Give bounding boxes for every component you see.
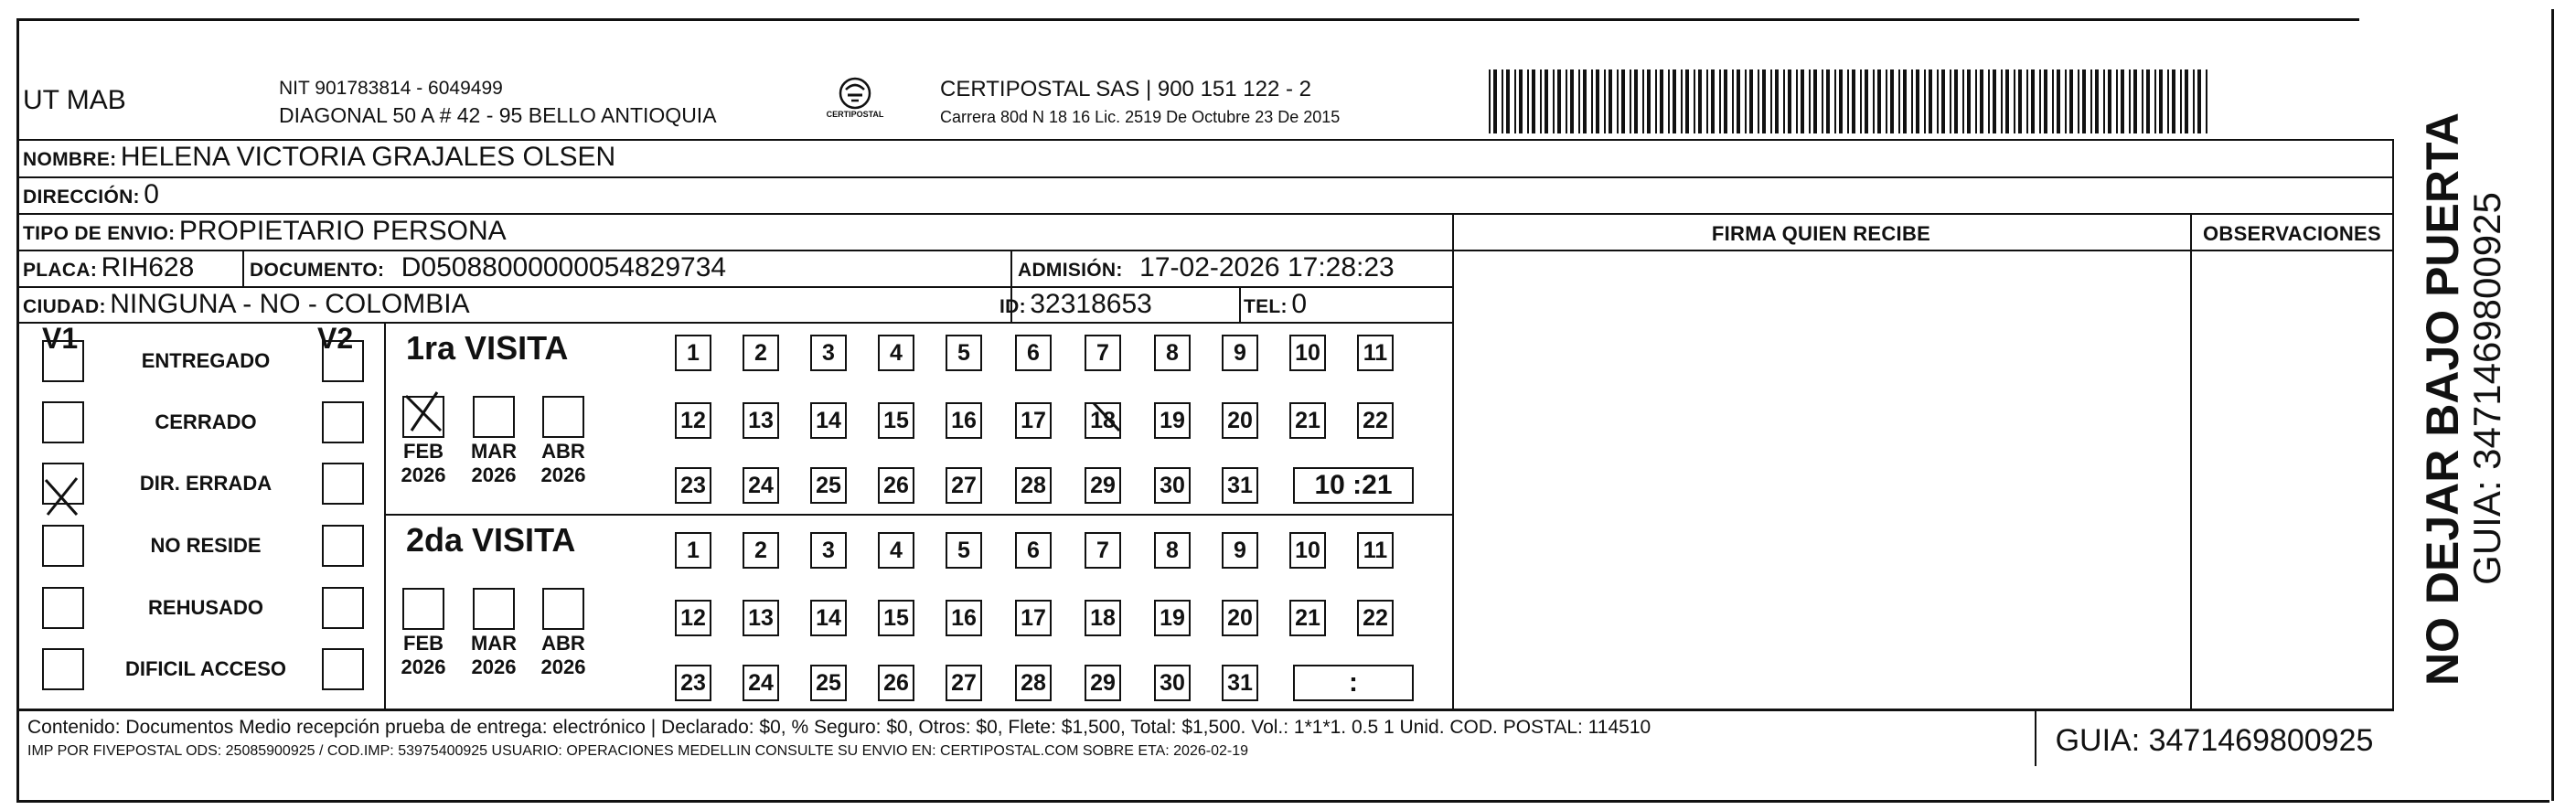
col-line-doc [242, 250, 244, 286]
nombre-value: HELENA VICTORIA GRAJALES OLSEN [120, 142, 616, 172]
ciudad-field [23, 289, 470, 320]
strike-mark-day-18 [1088, 400, 1125, 436]
barcode-bar [2133, 69, 2137, 133]
no-dejar-warning: NO DEJAR BAJO PUERTA [2417, 112, 2468, 686]
month-label: FEB [403, 632, 444, 655]
barcode-bar [1724, 69, 1727, 133]
check-mark-dir-errada [40, 474, 86, 520]
carrier-name: CERTIPOSTAL SAS | 900 151 122 - 2 [940, 77, 1311, 101]
col-line-obs [2190, 213, 2192, 710]
day-22-box[interactable]: 22 [1357, 402, 1394, 439]
day-8-box[interactable]: 8 [1154, 532, 1191, 569]
barcode-bar [1673, 69, 1676, 133]
barcode-bar [2078, 69, 2079, 133]
barcode-bar [1822, 69, 1823, 133]
visit1-title: 1ra VISITA [406, 329, 569, 367]
barcode-bar [1852, 69, 1855, 133]
row-line-2 [16, 213, 2394, 215]
certipostal-logo [809, 75, 901, 125]
barcode-bar [2065, 69, 2067, 133]
barcode-bar [1527, 69, 1529, 133]
day-1-box[interactable]: 1 [675, 532, 711, 569]
time-box[interactable]: : [1293, 665, 1414, 701]
barcode-bar [1967, 69, 1971, 133]
v2-checkbox[interactable] [322, 525, 364, 567]
month-caption [536, 440, 591, 487]
day-29-box[interactable]: 29 [1085, 665, 1121, 701]
day-19-box[interactable]: 19 [1154, 600, 1191, 636]
day-16-box[interactable]: 16 [946, 402, 982, 439]
barcode-bar [1988, 69, 1990, 133]
barcode-bar [1783, 69, 1785, 133]
nombre-field [23, 142, 615, 173]
day-24-box[interactable]: 24 [743, 467, 779, 504]
day-8-box[interactable]: 8 [1154, 335, 1191, 371]
barcode-bar [2044, 69, 2047, 133]
day-20-box[interactable]: 20 [1222, 402, 1258, 439]
v1-checkbox[interactable] [42, 587, 84, 629]
month-checkbox[interactable] [473, 396, 515, 438]
barcode-bar [1770, 69, 1772, 133]
barcode-bar [1578, 69, 1580, 133]
barcode-bar [1642, 69, 1644, 133]
barcode-bar [1493, 69, 1497, 133]
day-14-box[interactable]: 14 [810, 402, 847, 439]
day-28-box[interactable]: 28 [1015, 467, 1052, 504]
v1-label: V1 [42, 322, 79, 355]
barcode-bar [2142, 69, 2143, 133]
barcode-bar [1540, 69, 1542, 133]
col-line-tel [1239, 286, 1241, 322]
barcode-bar [2039, 69, 2041, 133]
month-checkbox[interactable] [542, 588, 584, 630]
barcode-bar [1698, 69, 1702, 133]
barcode-bar [1506, 69, 1510, 133]
time-box[interactable]: 10 :21 [1293, 467, 1414, 504]
barcode-bar [2026, 69, 2028, 133]
direccion-field [23, 179, 159, 210]
month-label: MAR [470, 440, 518, 463]
company-nit: NIT 901783814 - 6049499 [279, 78, 503, 99]
barcode-bar [1873, 69, 1875, 133]
barcode-bar [1557, 69, 1561, 133]
barcode-bar [2090, 69, 2092, 133]
month-caption [396, 440, 451, 487]
status-option-label: CERRADO [155, 410, 257, 433]
day-23-box[interactable]: 23 [675, 467, 711, 504]
footer-top-line [16, 709, 2394, 711]
day-31-box[interactable]: 31 [1222, 665, 1258, 701]
barcode-bar [1903, 69, 1907, 133]
day-24-box[interactable]: 24 [743, 665, 779, 701]
v1-checkbox[interactable] [42, 340, 84, 382]
admision-field [1018, 252, 1395, 283]
barcode-bar [1950, 69, 1951, 133]
day-31-box[interactable]: 31 [1222, 467, 1258, 504]
barcode-bar [2057, 69, 2060, 133]
documento-label: DOCUMENTO: [250, 260, 385, 281]
barcode-bar [1660, 69, 1663, 133]
day-17-box[interactable]: 17 [1015, 600, 1052, 636]
day-27-box[interactable]: 27 [946, 467, 982, 504]
barcode-bar [1924, 69, 1926, 133]
barcode-bar [2185, 69, 2188, 133]
barcode-bar [2193, 69, 2195, 133]
barcode-bar [1886, 69, 1887, 133]
row-line-3 [16, 250, 1454, 251]
month-caption [396, 632, 451, 679]
day-13-box[interactable]: 13 [743, 600, 779, 636]
barcode-bar [2146, 69, 2150, 133]
barcode-bar [1732, 69, 1734, 133]
barcode-bar [2069, 69, 2073, 133]
barcode-bar [1655, 69, 1657, 133]
day-27-box[interactable]: 27 [946, 665, 982, 701]
id-label: ID: [999, 296, 1026, 317]
year-label: 2026 [401, 655, 446, 678]
footer-contenido: Contenido: Documentos Medio recepción prueba de entrega: electrónico | Declarado: $0, % Seguro: $0, Otros: $0, Flete: $1,500, Total: $1,500. Vol.: 1*1*1. 0.5 1 Unid. COD. POSTAL: 114510 [27, 717, 1651, 738]
day-4-box[interactable]: 4 [878, 335, 914, 371]
barcode-bar [2180, 69, 2182, 133]
barcode-bar [1993, 69, 1996, 133]
barcode-bar [1813, 69, 1817, 133]
footer-guia: GUIA: 3471469800925 [2055, 723, 2374, 758]
barcode-bar [1694, 69, 1695, 133]
barcode-bar [1566, 69, 1567, 133]
barcode-bar [1604, 69, 1606, 133]
placa-value: RIH628 [101, 252, 195, 282]
tipo-value: PROPIETARIO PERSONA [178, 216, 507, 246]
barcode-bar [2082, 69, 2086, 133]
barcode-bar [1617, 69, 1619, 133]
status-option-label: DIFICIL ACCESO [124, 657, 286, 680]
v2-checkbox[interactable] [322, 463, 364, 505]
v2-checkbox[interactable] [322, 587, 364, 629]
certipostal-logo-text: CERTIPOSTAL [826, 110, 884, 119]
ciudad-label: CIUDAD: [23, 296, 106, 317]
barcode-bar [1898, 69, 1900, 133]
documento-value: D05088000000054829734 [401, 252, 727, 282]
day-10-box[interactable]: 10 [1289, 335, 1326, 371]
day-30-box[interactable]: 30 [1154, 467, 1191, 504]
barcode-bar [1911, 69, 1913, 133]
company-code: UT MAB [23, 85, 126, 115]
barcode-bar [1668, 69, 1670, 133]
barcode-bar [1775, 69, 1779, 133]
barcode-bar [1609, 69, 1612, 133]
day-25-box[interactable]: 25 [810, 665, 847, 701]
day-15-box[interactable]: 15 [878, 600, 914, 636]
id-field [999, 289, 1152, 320]
row-line-5 [16, 322, 1454, 324]
day-1-box[interactable]: 1 [675, 335, 711, 371]
observaciones-header: OBSERVACIONES [2202, 222, 2381, 245]
tel-label: TEL: [1244, 296, 1288, 317]
month-label: FEB [403, 440, 444, 463]
v1-checkbox[interactable] [42, 648, 84, 690]
month-caption [536, 632, 591, 679]
barcode-bar [2129, 69, 2131, 133]
barcode-bar [2206, 69, 2207, 133]
day-14-box[interactable]: 14 [810, 600, 847, 636]
day-30-box[interactable]: 30 [1154, 665, 1191, 701]
month-checkbox[interactable] [542, 396, 584, 438]
barcode-bar [1826, 69, 1830, 133]
barcode-bar [1514, 69, 1516, 133]
year-label: 2026 [471, 464, 517, 486]
barcode-bar [1737, 69, 1740, 133]
day-28-box[interactable]: 28 [1015, 665, 1052, 701]
barcode-bar [2031, 69, 2035, 133]
barcode-bar [2154, 69, 2156, 133]
barcode-bar [1634, 69, 1638, 133]
day-5-box[interactable]: 5 [946, 335, 982, 371]
tel-field [1244, 289, 1307, 320]
barcode-bar [1796, 69, 1798, 133]
month-checkbox[interactable] [402, 588, 444, 630]
day-29-box[interactable]: 29 [1085, 467, 1121, 504]
status-option-label: REHUSADO [148, 596, 263, 619]
barcode-bar [2167, 69, 2169, 133]
barcode-bar [1545, 69, 1548, 133]
nombre-label: NOMBRE: [23, 149, 117, 170]
day-18-box[interactable]: 18 [1085, 402, 1121, 439]
day-2-box[interactable]: 2 [743, 335, 779, 371]
barcode [1489, 69, 2211, 133]
barcode-bar [1706, 69, 1708, 133]
day-23-box[interactable]: 23 [675, 665, 711, 701]
barcode-bar [1621, 69, 1625, 133]
day-17-box[interactable]: 17 [1015, 402, 1052, 439]
barcode-bar [1749, 69, 1753, 133]
barcode-bar [1865, 69, 1868, 133]
day-3-box[interactable]: 3 [810, 532, 847, 569]
day-11-box[interactable]: 11 [1357, 335, 1394, 371]
day-13-box[interactable]: 13 [743, 402, 779, 439]
day-22-box[interactable]: 22 [1357, 600, 1394, 636]
day-16-box[interactable]: 16 [946, 600, 982, 636]
barcode-bar [2005, 69, 2009, 133]
barcode-bar [2108, 69, 2111, 133]
year-label: 2026 [471, 655, 517, 678]
check-mark-feb-visit1 [402, 390, 448, 436]
outer-bottom-line [16, 800, 2549, 803]
day-9-box[interactable]: 9 [1222, 335, 1258, 371]
barcode-bar [1809, 69, 1811, 133]
barcode-bar [1975, 69, 1977, 133]
year-label: 2026 [401, 464, 446, 486]
barcode-bar [1980, 69, 1983, 133]
status-option-label: ENTREGADO [141, 349, 271, 372]
v1-checkbox[interactable] [42, 401, 84, 443]
v2-label: V2 [317, 322, 354, 355]
company-address: DIAGONAL 50 A # 42 - 95 BELLO ANTIOQUIA [279, 103, 717, 127]
barcode-bar [2014, 69, 2015, 133]
day-9-box[interactable]: 9 [1222, 532, 1258, 569]
year-label: 2026 [540, 655, 586, 678]
barcode-bar [1502, 69, 1503, 133]
direccion-label: DIRECCIÓN: [23, 187, 140, 208]
month-checkbox[interactable] [473, 588, 515, 630]
v2-checkbox[interactable] [322, 401, 364, 443]
ciudad-value: NINGUNA - NO - COLOMBIA [110, 289, 470, 319]
day-11-box[interactable]: 11 [1357, 532, 1394, 569]
day-7-box[interactable]: 7 [1085, 335, 1121, 371]
barcode-bar [1553, 69, 1555, 133]
barcode-bar [1711, 69, 1715, 133]
barcode-bar [1834, 69, 1836, 133]
tipo-label: TIPO DE ENVIO: [23, 223, 176, 244]
signature-area[interactable] [1456, 253, 2187, 707]
v1-checkbox[interactable] [42, 525, 84, 567]
barcode-bar [1877, 69, 1881, 133]
admision-value: 17-02-2026 17:28:23 [1139, 252, 1395, 282]
day-26-box[interactable]: 26 [878, 467, 914, 504]
barcode-bar [1647, 69, 1651, 133]
barcode-bar [1570, 69, 1574, 133]
day-2-box[interactable]: 2 [743, 532, 779, 569]
row-line-1 [16, 176, 2394, 178]
barcode-bar [2172, 69, 2175, 133]
day-26-box[interactable]: 26 [878, 665, 914, 701]
side-guia: GUIA: 3471469800925 [2465, 192, 2508, 585]
v2-checkbox[interactable] [322, 648, 364, 690]
tel-value: 0 [1291, 289, 1307, 319]
barcode-bar [1860, 69, 1862, 133]
day-6-box[interactable]: 6 [1015, 532, 1052, 569]
day-4-box[interactable]: 4 [878, 532, 914, 569]
day-10-box[interactable]: 10 [1289, 532, 1326, 569]
status-option-label: NO RESIDE [150, 534, 262, 557]
placa-label: PLACA: [23, 260, 98, 281]
day-25-box[interactable]: 25 [810, 467, 847, 504]
month-caption [466, 632, 521, 679]
visit2-title: 2da VISITA [406, 521, 576, 559]
barcode-bar [2116, 69, 2118, 133]
status-option-label: DIR. ERRADA [139, 472, 273, 495]
barcode-bar [1532, 69, 1535, 133]
barcode-bar [1489, 69, 1491, 133]
documento-field [250, 252, 726, 283]
direccion-value: 0 [144, 179, 159, 209]
barcode-bar [2103, 69, 2105, 133]
barcode-bar [1583, 69, 1587, 133]
firma-header: FIRMA QUIEN RECIBE [1711, 222, 1931, 245]
day-7-box[interactable]: 7 [1085, 532, 1121, 569]
day-18-box[interactable]: 18 [1085, 600, 1121, 636]
barcode-bar [1954, 69, 1958, 133]
barcode-bar [1591, 69, 1593, 133]
month-label: MAR [470, 632, 518, 655]
day-21-box[interactable]: 21 [1289, 402, 1326, 439]
placa-field [23, 252, 194, 283]
barcode-bar [1941, 69, 1945, 133]
day-20-box[interactable]: 20 [1222, 600, 1258, 636]
outer-right-line [2551, 9, 2554, 801]
visit-divider [384, 514, 1454, 516]
outer-top-line [18, 18, 2359, 21]
barcode-bar [1758, 69, 1759, 133]
barcode-bar [1596, 69, 1599, 133]
observaciones-area[interactable] [2194, 253, 2391, 707]
barcode-bar [2018, 69, 2022, 133]
barcode-bar [2197, 69, 2201, 133]
barcode-bar [2095, 69, 2099, 133]
barcode-bar [1719, 69, 1721, 133]
carrier-license: Carrera 80d N 18 16 Lic. 2519 De Octubre 23 De 2015 [940, 108, 1341, 126]
day-19-box[interactable]: 19 [1154, 402, 1191, 439]
footer-imp: IMP POR FIVEPOSTAL ODS: 25085900925 / COD.IMP: 53975400925 USUARIO: OPERACIONES MEDELLIN CONSULTE SU ENVIO EN: CERTIPOSTAL.COM SOBRE ETA: 2026-02-19 [27, 743, 1248, 759]
barcode-bar [1788, 69, 1791, 133]
barcode-bar [2001, 69, 2003, 133]
barcode-bar [1929, 69, 1932, 133]
barcode-bar [1630, 69, 1631, 133]
day-12-box[interactable]: 12 [675, 402, 711, 439]
barcode-bar [1839, 69, 1843, 133]
col-line-firma [1452, 213, 1454, 710]
barcode-bar [1762, 69, 1766, 133]
day-15-box[interactable]: 15 [878, 402, 914, 439]
year-label: 2026 [540, 464, 586, 486]
barcode-bar [1890, 69, 1894, 133]
month-label: ABR [541, 632, 585, 655]
barcode-bar [1745, 69, 1747, 133]
barcode-bar [1685, 69, 1689, 133]
id-value: 32318653 [1030, 289, 1152, 319]
barcode-bar [1681, 69, 1683, 133]
day-6-box[interactable]: 6 [1015, 335, 1052, 371]
side-text-block [2400, 112, 2528, 686]
month-label: ABR [541, 440, 585, 463]
barcode-bar [2121, 69, 2124, 133]
day-5-box[interactable]: 5 [946, 532, 982, 569]
firma-header-line [1452, 250, 2394, 251]
tipo-field [23, 216, 507, 247]
barcode-bar [1962, 69, 1964, 133]
barcode-bar [1519, 69, 1523, 133]
admision-label: ADMISIÓN: [1018, 260, 1123, 281]
barcode-bar [1916, 69, 1919, 133]
barcode-bar [1937, 69, 1939, 133]
day-21-box[interactable]: 21 [1289, 600, 1326, 636]
barcode-bar [2159, 69, 2163, 133]
month-caption [466, 440, 521, 487]
v2-checkbox[interactable] [322, 340, 364, 382]
barcode-bar [2052, 69, 2054, 133]
barcode-bar [1847, 69, 1849, 133]
day-3-box[interactable]: 3 [810, 335, 847, 371]
status-divider [384, 322, 386, 710]
barcode-bar [1801, 69, 1804, 133]
day-12-box[interactable]: 12 [675, 600, 711, 636]
